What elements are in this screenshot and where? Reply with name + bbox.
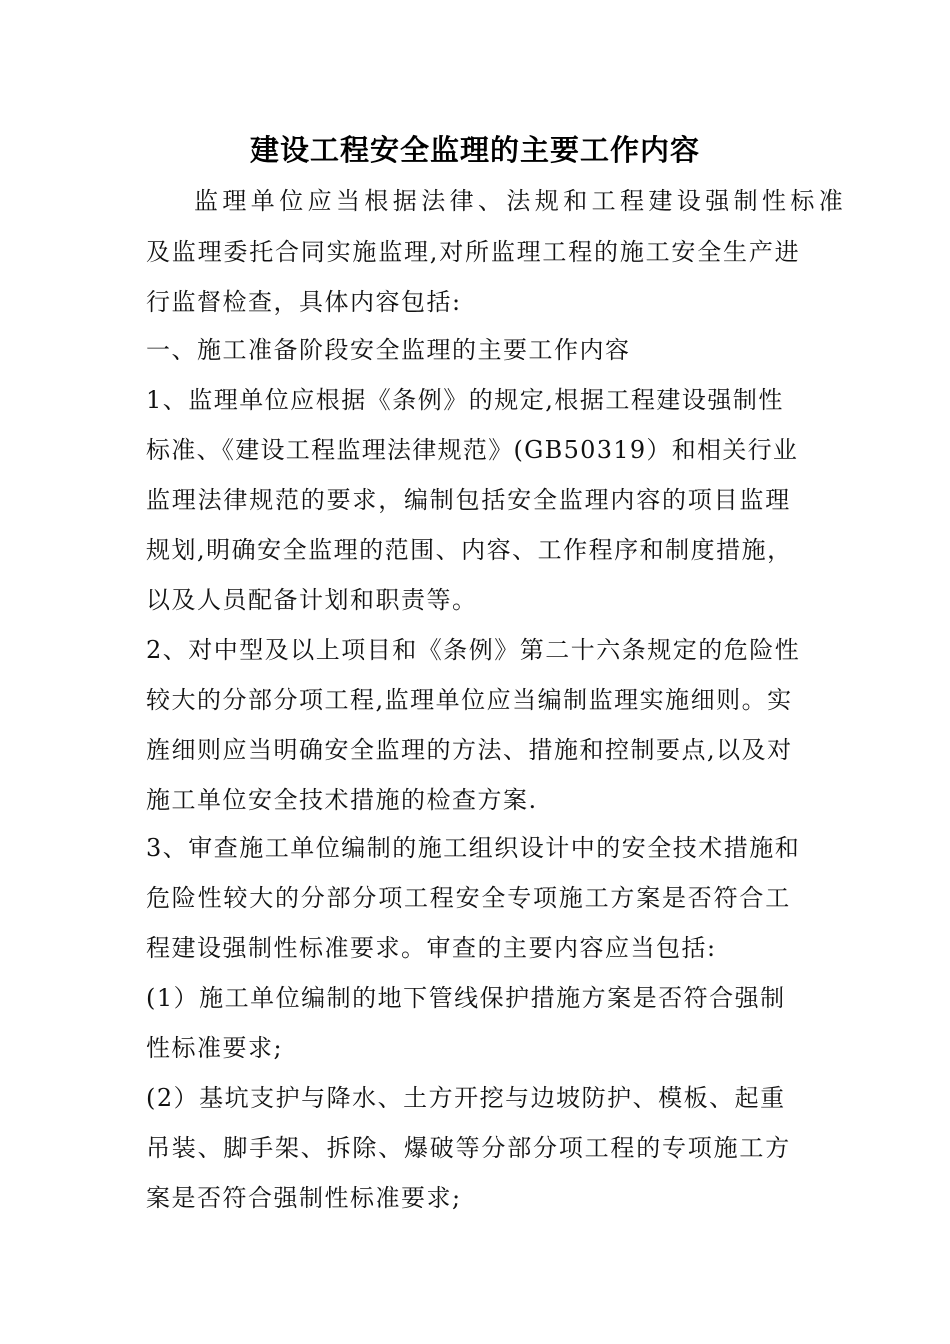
list-item-line: 案是否符合强制性标准要求; <box>146 1184 462 1212</box>
list-item-line: (1）施工单位编制的地下管线保护措施方案是否符合强制 <box>146 984 786 1012</box>
section-heading: 一、施工准备阶段安全监理的主要工作内容 <box>146 336 631 364</box>
paragraph-line: 规划,明确安全监理的范围、内容、工作程序和制度措施， <box>146 536 793 564</box>
paragraph-line: 旌细则应当明确安全监理的方法、措施和控制要点,以及对 <box>146 736 793 764</box>
paragraph-line: 监理法律规范的要求，编制包括安全监理内容的项目监理 <box>146 486 791 514</box>
list-item-line: 吊装、脚手架、拆除、爆破等分部分项工程的专项施工方 <box>146 1134 791 1162</box>
paragraph-line: 监理单位应当根据法律、法规和工程建设强制性标准 <box>194 187 848 215</box>
paragraph-line: 标准、《建设工程监理法律规范》(GB50319）和相关行业 <box>146 436 799 464</box>
paragraph-line: 较大的分部分项工程,监理单位应当编制监理实施细则。实 <box>146 686 793 714</box>
paragraph-line: 危险性较大的分部分项工程安全专项施工方案是否符合工 <box>146 884 791 912</box>
list-item-line: (2）基坑支护与降水、土方开挖与边坡防护、模板、起重 <box>146 1084 786 1112</box>
paragraph-line: 行监督检查，具体内容包括: <box>146 288 462 316</box>
paragraph-line: 以及人员配备计划和职责等。 <box>146 586 478 614</box>
paragraph-line: 1、监理单位应根据《条例》的规定,根据工程建设强制性 <box>146 386 784 414</box>
paragraph-line: 3、审查施工单位编制的施工组织设计中的安全技术措施和 <box>146 834 801 862</box>
paragraph-line: 程建设强制性标准要求。审查的主要内容应当包括: <box>146 934 717 962</box>
document-title: 建设工程安全监理的主要工作内容 <box>249 133 700 167</box>
paragraph-line: 2、对中型及以上项目和《条例》第二十六条规定的危险性 <box>146 636 801 664</box>
list-item-line: 性标准要求; <box>146 1034 284 1062</box>
paragraph-line: 施工单位安全技术措施的检查方案. <box>146 786 538 814</box>
paragraph-line: 及监理委托合同实施监理,对所监理工程的施工安全生产进 <box>146 238 801 266</box>
